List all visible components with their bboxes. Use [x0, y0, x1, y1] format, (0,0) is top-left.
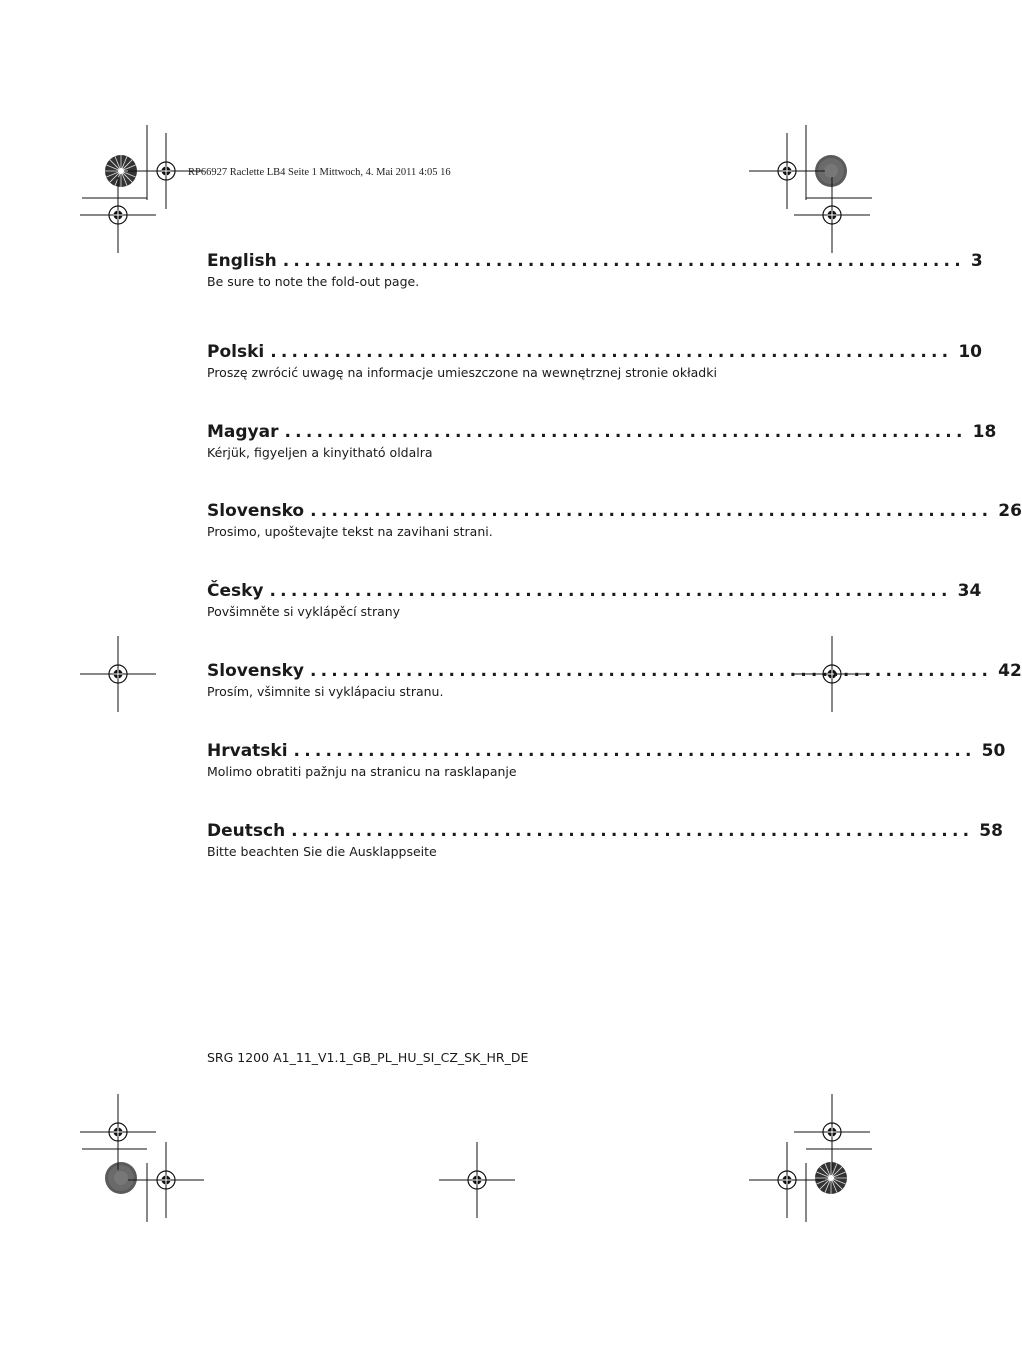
toc-leader-dots: ................................................................ [291, 821, 974, 841]
toc-entry-deutsch[interactable] [207, 821, 1003, 860]
toc-page-number: 10 [958, 342, 983, 362]
toc-leader-dots: ................................................................ [270, 342, 953, 362]
toc-entry-note: Prosím, všimnite si vyklápaciu stranu. [207, 684, 444, 699]
toc-leader-dots: ................................................................ [282, 251, 965, 271]
toc-entry-note: Kérjük, figyeljen a kinyitható oldalra [207, 445, 433, 460]
toc-page-number: 58 [979, 821, 1003, 841]
toc-entry-title: Slovensky [207, 661, 304, 681]
toc-entry-slovensky[interactable] [207, 661, 1022, 700]
toc-entry-cesky[interactable] [207, 581, 982, 620]
toc-leader-dots: ................................................................ [309, 661, 993, 681]
toc-entry-title: Deutsch [207, 821, 286, 841]
toc-leader-dots: ................................................................ [284, 422, 967, 442]
toc-leader-dots: ................................................................ [293, 741, 976, 761]
toc-leader-dots: ................................................................ [310, 501, 993, 521]
toc-page-number: 50 [981, 741, 1006, 761]
toc-entry-title: Magyar [207, 422, 279, 442]
toc-page-number: 34 [957, 581, 982, 601]
toc-entry-magyar[interactable] [207, 422, 997, 461]
toc-entry-slovensko[interactable] [207, 501, 1022, 540]
toc-page-number: 3 [970, 251, 983, 271]
toc-entry-polski[interactable] [207, 342, 983, 381]
toc-entry-title: Slovensko [207, 501, 305, 521]
toc-entry-note: Povšimněte si vyklápěcí strany [207, 604, 401, 619]
toc-entry-note: Be sure to note the fold-out page. [207, 274, 420, 289]
toc-entry-note: Bitte beachten Sie die Ausklappseite [207, 844, 437, 859]
document-code: SRG 1200 A1_11_V1.1_GB_PL_HU_SI_CZ_SK_HR_DE [207, 1050, 529, 1065]
toc-entry-title: English [207, 251, 277, 271]
toc-entry-title: Hrvatski [207, 741, 288, 761]
print-slug-line: RP66927 Raclette LB4 Seite 1 Mittwoch, 4. Mai 2011 4:05 16 [188, 167, 451, 178]
toc-entry-title: Česky [207, 581, 264, 601]
toc-entry-note: Prosimo, upoštevajte tekst na zavihani strani. [207, 524, 493, 539]
toc-leader-dots: ................................................................ [269, 581, 952, 601]
toc-page-number: 18 [972, 422, 997, 442]
toc-entry-hrvatski[interactable] [207, 741, 1006, 780]
toc-entry-title: Polski [207, 342, 265, 362]
toc-entry-english[interactable] [207, 251, 983, 290]
toc-page-number: 42 [998, 661, 1022, 681]
toc-page-number: 26 [998, 501, 1022, 521]
toc-entry-note: Proszę zwrócić uwagę na informacje umieszczone na wewnętrznej stronie okładki [207, 365, 717, 380]
toc-entry-note: Molimo obratiti pažnju na stranicu na rasklapanje [207, 764, 517, 779]
